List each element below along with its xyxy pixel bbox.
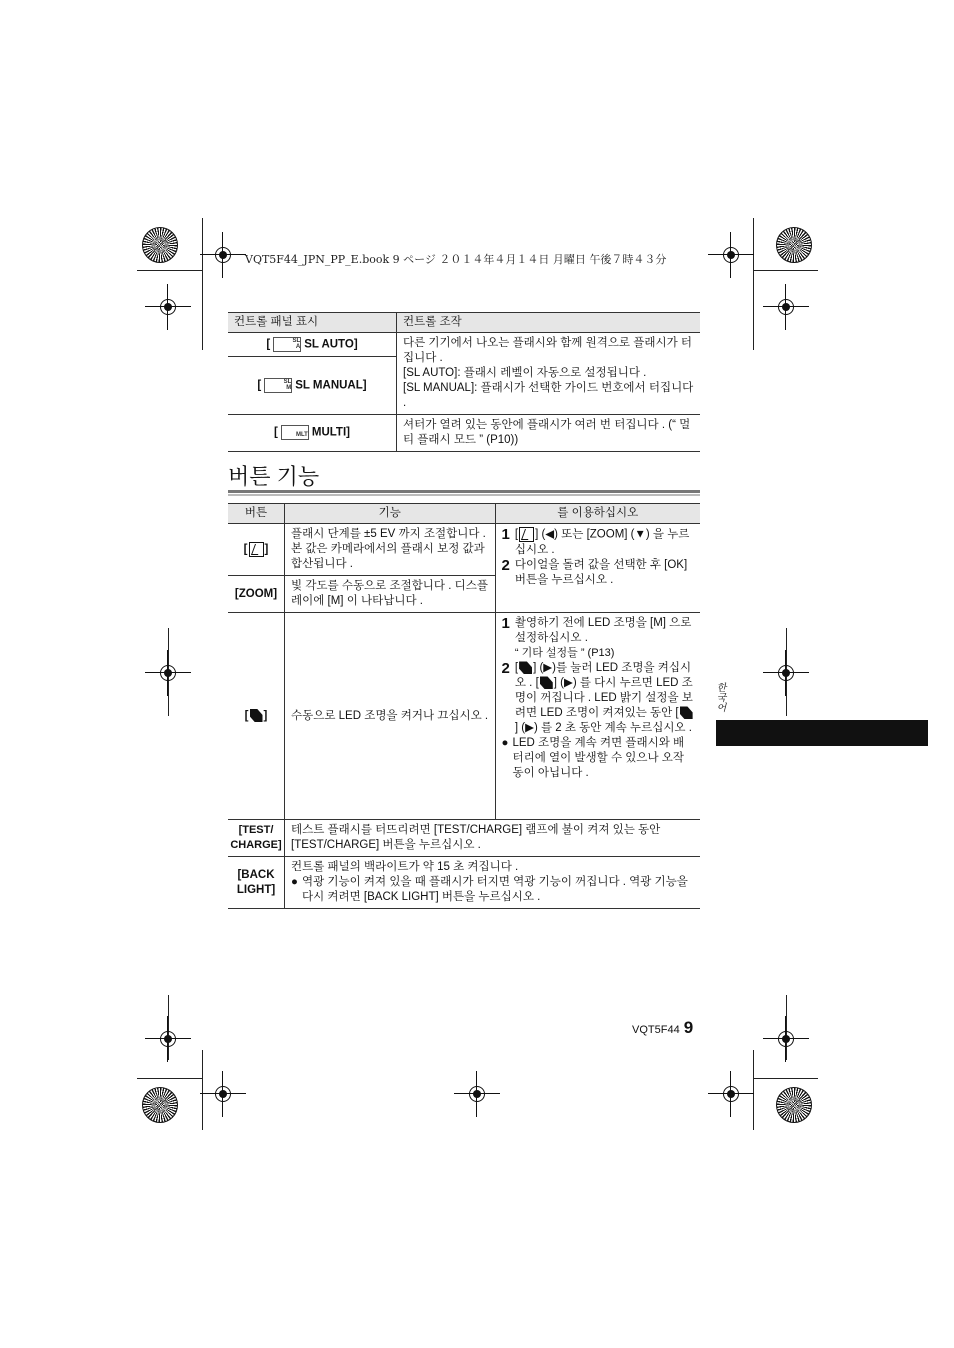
- registration-target-icon: [775, 296, 797, 318]
- zoom-function: 빛 각도를 수동으로 조절합니다 . 디스플레이에 [M] 이 나타납니다 .: [285, 576, 496, 613]
- registration-target-icon: [720, 1083, 742, 1105]
- registration-target-icon: [157, 296, 179, 318]
- crop-mark: [753, 218, 754, 350]
- table-header: 기능: [285, 504, 496, 524]
- table-header: 컨트롤 조작: [397, 313, 701, 333]
- led-usage: 1 촬영하기 전에 LED 조명을 [M] 으로 설정하십시오 . “ 기타 설정들 ” (P13) 2 [ ] (▶)를 눌러 LED 조명을 켜십시오 . [ ] (▶) 를 다시 누르면 LED 조명이 꺼집니다 . LED 밝기 설정을 보려면 LED 조명이 켜져있는 동안 [] (▶) 를 2 초 동안 계속 누르십시오 . ● LED 조명을 계속 켜면 플래시와 배터리에 열이 발생할 수 있으나 오작동이 아닙니다 .: [495, 613, 700, 820]
- zoom-button-label: [ZOOM]: [228, 576, 285, 613]
- crop-mark: [137, 270, 202, 271]
- title-underline: [228, 494, 700, 496]
- sl-manual-icon: SL M: [264, 378, 292, 393]
- sl-auto-icon: SL A: [273, 337, 301, 352]
- multi-icon: MLT: [281, 425, 309, 440]
- language-tab: [716, 720, 928, 746]
- registration-target-icon: [775, 1028, 797, 1050]
- test-charge-button-label: [TEST/ CHARGE]: [228, 820, 285, 857]
- registration-target-icon: [775, 662, 797, 684]
- multi-description: 셔터가 열려 있는 동안에 플래시가 여러 번 터집니다 . (“ 멀티 플래시 모드 ” (P10)): [397, 415, 701, 452]
- table-row-sl-auto: [ SL A SL AUTO]: [228, 333, 397, 357]
- book-header: VQT5F44_JPN_PP_E.book 9 ページ ２０１４年４月１４日 月曜日 午後７時４３分: [245, 253, 667, 266]
- test-charge-function: 테스트 플래시를 터뜨리려면 [TEST/CHARGE] 램프에 불이 켜져 있는 동안 [TEST/CHARGE] 버튼을 누르십시오 .: [285, 820, 700, 857]
- table-header: 컨트롤 패널 표시: [228, 313, 397, 333]
- crop-mark: [202, 1050, 203, 1130]
- registration-starburst-icon: [776, 1087, 812, 1123]
- table-header: 버튼: [228, 504, 285, 524]
- led-button-label: [ ]: [228, 613, 285, 820]
- registration-starburst-icon: [776, 227, 812, 263]
- section-title: 버튼 기능: [228, 464, 320, 489]
- registration-target-icon: [212, 1083, 234, 1105]
- crop-mark: [753, 270, 818, 271]
- flash-zoom-usage: 1 [ ] (◀) 또는 [ZOOM] (▼) 을 누르십시오 . 2 다이얼을 돌려 값을 선택한 후 [OK] 버튼을 누르십시오 .: [495, 524, 700, 613]
- registration-starburst-icon: [142, 227, 178, 263]
- page-footer: [632, 1018, 693, 1038]
- crop-mark: [753, 1078, 818, 1079]
- led-function: 수동으로 LED 조명을 켜거나 끄십시오 .: [285, 613, 496, 820]
- back-light-button-label: [BACK LIGHT]: [228, 857, 285, 909]
- led-light-icon: [519, 661, 532, 674]
- led-light-icon: [540, 676, 553, 689]
- led-light-icon: [680, 706, 693, 719]
- registration-target-icon: [157, 662, 179, 684]
- flash-adjust-icon: [519, 527, 534, 542]
- registration-starburst-icon: [142, 1087, 178, 1123]
- button-function-table: [228, 503, 700, 909]
- crop-mark: [753, 1050, 754, 1130]
- back-light-function: 컨트롤 패널의 백라이트가 약 15 초 켜집니다 . ● 역광 기능이 켜져 있을 때 플래시가 터지면 역광 기능이 꺼집니다 . 역광 기능을 다시 켜려면 [BACK LIGHT] 버튼을 누르십시오 .: [285, 857, 700, 909]
- registration-target-icon: [157, 1028, 179, 1050]
- crop-mark: [137, 1078, 202, 1079]
- table-header: 를 이용하십시오: [495, 504, 700, 524]
- registration-target-icon: [212, 244, 234, 266]
- crop-mark: [202, 218, 203, 350]
- control-panel-table: [228, 312, 700, 452]
- table-row-multi: [ MLT MULTI]: [228, 415, 397, 452]
- page-number: 9: [683, 1018, 694, 1037]
- language-label: 한국어: [714, 682, 725, 712]
- flash-adjust-icon: [249, 542, 264, 557]
- model-number: VQT5F44: [632, 1024, 680, 1036]
- flash-level-button-label: [ ]: [228, 524, 285, 576]
- flash-level-function: 플래시 단계를 ±5 EV 까지 조절합니다 . 본 값은 카메라에서의 플래시 보정 값과 합산됩니다 .: [285, 524, 496, 576]
- sl-mode-description: 다른 기기에서 나오는 플래시와 함께 원격으로 플래시가 터집니다 . [SL AUTO]: 플래시 레벨이 자동으로 설정됩니다 . [SL MANUAL]: 플래시가 선택한 가이드 번호에서 터집니다 .: [397, 333, 701, 415]
- table-row-sl-manual: [ SL M SL MANUAL]: [228, 356, 397, 414]
- registration-target-icon: [466, 1083, 488, 1105]
- led-light-icon: [250, 709, 263, 722]
- title-underline: [228, 490, 700, 493]
